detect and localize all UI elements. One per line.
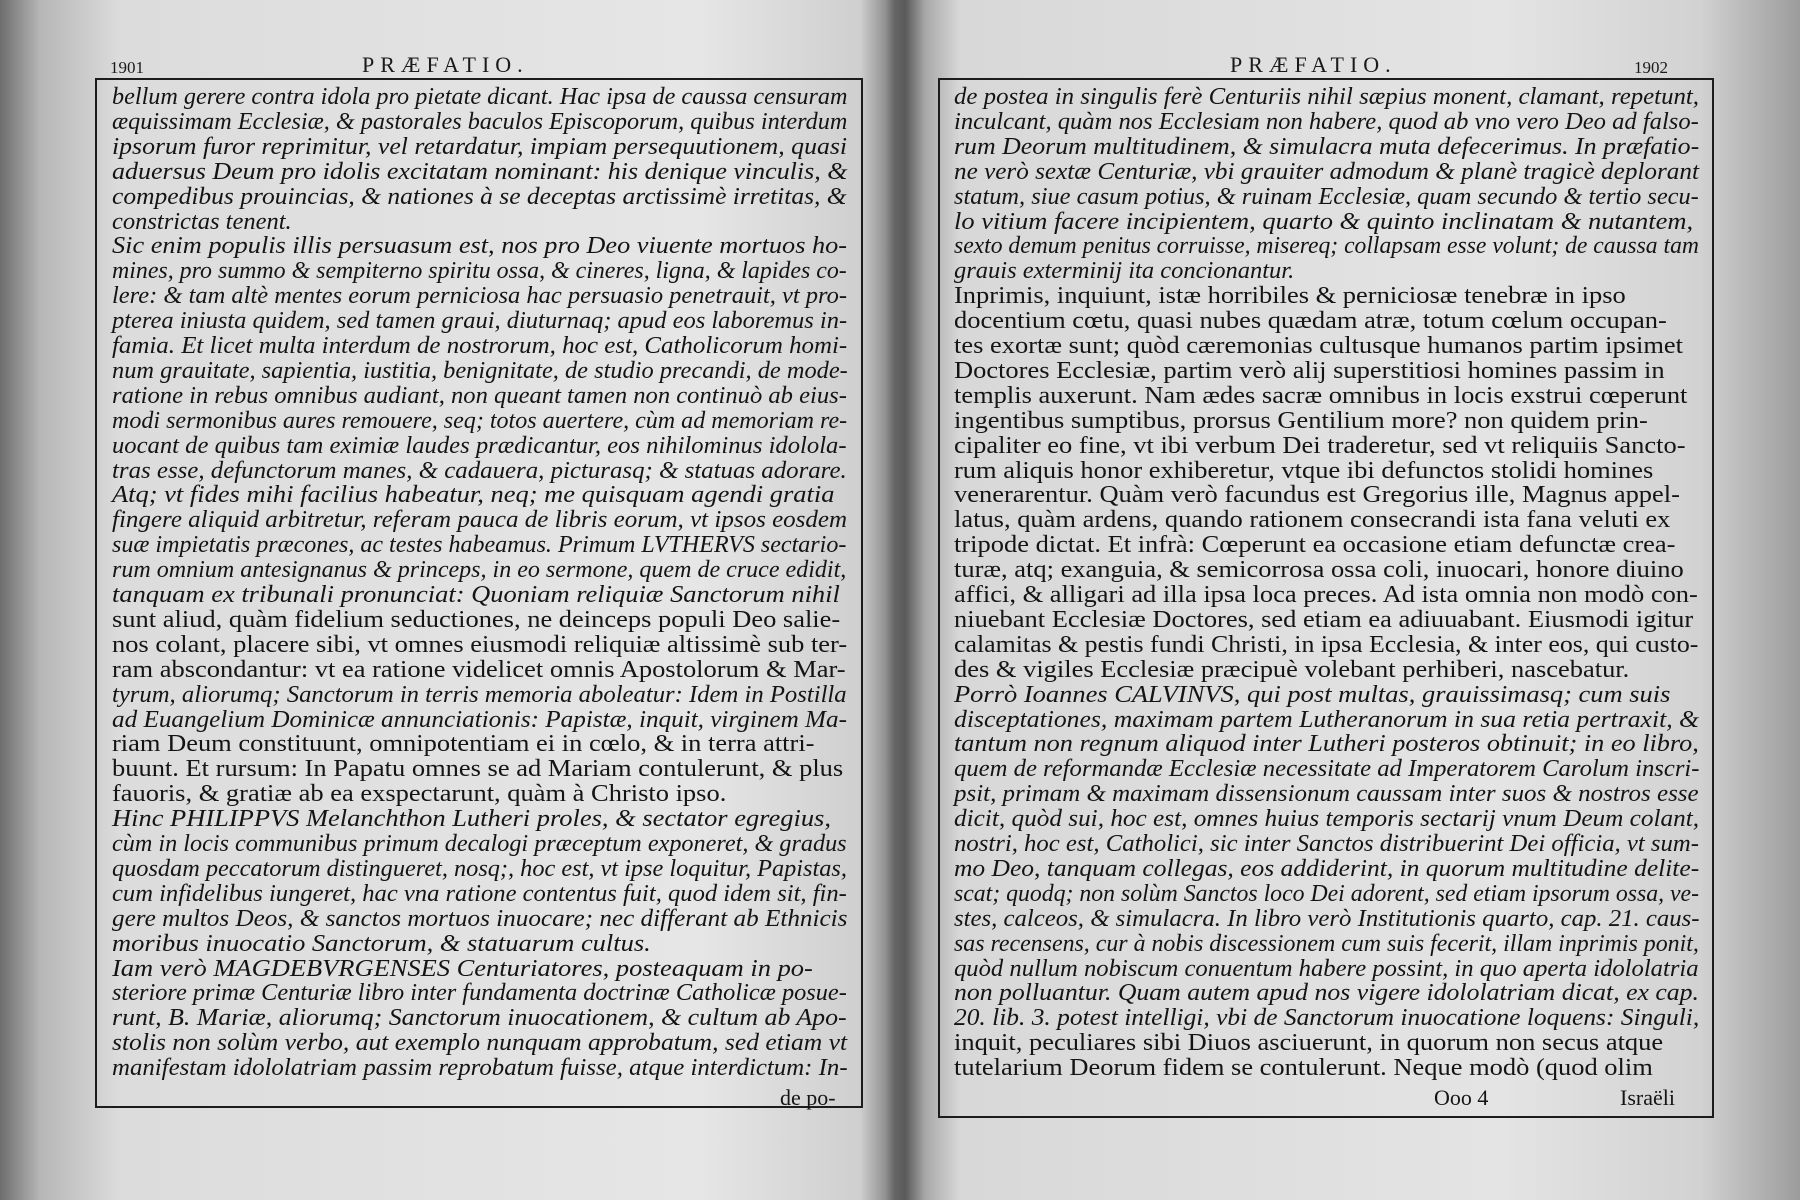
text-line: disceptationes, maximam partem Lutheranorum in sua retia pertraxit, & [954,705,1700,733]
text-line: venerarentur. Quàm verò facundus est Gregorius ille, Magnus appel- [954,481,1680,509]
text-line: ratione in rebus omnibus audiant, non queant tamen non continuò ab eius- [112,381,847,409]
text-line: scat; quodq; non solùm Sanctos loco Dei adorent, sed etiam ipsorum ossa, ve- [954,879,1699,907]
text-line: pterea iniusta quidem, sed tamen graui, diuturnaq; apud eos laboremus in- [112,307,848,335]
text-line: manifestam idololatriam passim reprobatum fuisse, atque interdictum: In- [112,1054,848,1082]
text-line: tripode dictat. Et infrà: Cœperunt ea occasione etiam defunctæ crea- [954,531,1676,559]
text-line: docentium cœtu, quasi nubes quædam atræ, totum cœlum occupan- [954,307,1667,335]
text-line: statum, siue casum potius, & ruinam Ecclesiæ, quam secundo & tertio secu- [954,182,1699,210]
text-line: runt, B. Mariæ, aliorumq; Sanctorum inuocationem, & cultum ab Apo- [112,1004,847,1032]
text-line: bellum gerere contra idola pro pietate dicant. Hac ipsa de caussa censuram [112,83,848,110]
text-line: templis auxerunt. Nam ædes sacræ omnibus in locis exstrui cœperunt [954,381,1688,409]
text-line: latus, quàm ardens, quando rationem consecrandi ista fana veluti ex [954,506,1671,534]
text-line: non polluantur. Quam autem apud nos vigere idololatriam dicat, ex cap. [954,979,1699,1007]
text-line: Porrò Ioannes CALVINVS, qui post multas, grauissimasq; cum suis [954,680,1671,708]
text-line: quem de reformandæ Ecclesiæ necessitate ad Imperatorem Carolum inscri- [954,755,1700,783]
text-line: ad Euangelium Dominicæ annunciationis: Papistæ, inquit, virginem Ma- [112,705,847,733]
text-line: rum omnium antesignanus & princeps, in eo sermone, quem de cruce edidit, [112,556,847,584]
text-line: riam Deum constituunt, omnipotentiam ei in cœlo, & in terra attri- [112,730,815,758]
right-page-number: 1902 [1634,58,1668,77]
text-line: buunt. Et rursum: In Papatu omnes se ad Mariam contulerunt, & plus [112,755,844,783]
text-line: turæ, atq; exanguia, & semicorrosa ossa coli, inuocari, honore diuino [954,556,1684,584]
text-line: psit, primam & maximam dissensionum caussam inter suos & nostros esse [954,780,1699,808]
text-line: gere multos Deos, & sanctos mortuos inuocare; nec differant ab Ethnicis [112,904,848,932]
text-line: moribus inuocatio Sanctorum, & statuarum cultus. [112,929,651,957]
text-line: tutelarium Deorum fidem se contulerunt. Neque modò (quod olim [954,1054,1653,1082]
text-line: grauis exterminij ita concionantur. [954,257,1295,285]
text-line: ne verò sextæ Centuriæ, vbi grauiter admodum & planè tragicè deplorant [954,157,1699,185]
text-line: tantum non regnum aliquod inter Lutheri posteros obtinuit; in eo libro, [954,730,1699,758]
right-page [900,0,1800,1200]
text-line: mo Deo, tanquam collegas, eos addiderint, in quorum multitudine delite- [954,854,1700,882]
text-line: niuebant Ecclesiæ Doctores, sed etiam ea adiuuabant. Eiusmodi igitur [954,605,1694,633]
left-running-head: PRÆFATIO. [362,52,529,77]
text-line: fingere aliquid arbitretur, referam pauca de libris eorum, vt ipsos eosdem [112,506,848,534]
text-line: Sic enim populis illis persuasum est, nos pro Deo viuente mortuos ho- [112,232,848,260]
text-line: uocant de quibus tam eximiæ laudes prædicantur, eos nihilominus idolola- [112,431,847,459]
text-line: compedibus prouincias, & nationes à se deceptas arctissimè irretitas, & [112,182,847,210]
right-signature-mark: Ooo 4 [1434,1085,1489,1110]
left-catchword: de po- [780,1085,836,1110]
text-line: ingentibus sumptibus, prorsus Gentilium more? non quidem prin- [954,406,1648,434]
text-line: suæ impietatis præcones, ac testes habeamus. Primum LVTHERVS sectario- [112,531,847,559]
text-line: aduersus Deum pro idolis excitatam nominant: his denique vinculis, & [112,157,848,185]
text-line: Inprimis, inquiunt, istæ horribiles & perniciosæ tenebræ in ipso [954,282,1626,310]
text-line: rum aliquis honor exhiberetur, vtque ibi defunctos stolidi homines [954,456,1654,484]
text-line: des & vigiles Ecclesiæ præcipuè volebant perhiberi, nascebatur. [954,655,1630,683]
text-line: Atq; vt fides mihi facilius habeatur, neq; me quisquam agendi gratia [112,481,835,509]
text-line: tyrum, aliorumq; Sanctorum in terris memoria aboleatur: Idem in Postilla [112,680,847,708]
text-line: stolis non solùm verbo, aut exemplo nunquam approbatum, sed etiam vt [112,1029,848,1057]
text-line: rum Deorum multitudinem, & simulacra muta defecerimus. In præfatio- [954,132,1700,160]
text-line: nostri, hoc est, Catholici, sic inter Sanctos distribuerint Dei officia, vt sum- [954,830,1700,857]
text-line: tes exortæ sunt; quòd cæremonias cultusque humanos partim ipsimet [954,332,1684,359]
text-line: nos colant, placere sibi, vt omnes eiusmodi reliquiæ altissimè sub ter- [112,630,848,658]
right-catchword: Israëli [1620,1085,1675,1110]
text-line: sunt aliud, quàm fidelium seductiones, ne deinceps populi Deo salie- [112,605,841,633]
right-running-head: PRÆFATIO. [1230,52,1397,77]
left-page-number: 1901 [110,58,144,77]
text-line: tras esse, defunctorum manes, & cadauera, picturasq; & statuas adorare. [112,456,847,484]
text-line: constrictas tenent. [112,207,292,235]
text-line: calamitas & pestis fundi Christi, in ipsa Ecclesia, & inter eos, qui custo- [954,630,1699,658]
text-line: sexto demum penitus corruisse, misereq; collapsam esse volunt; de caussa tam [954,232,1699,260]
text-line: inquit, peculiares sibi Diuos asciuerunt, in quorum non secus atque [954,1029,1664,1057]
text-line: steriore primæ Centuriæ libro inter fundamenta doctrinæ Catholicæ posue- [112,979,847,1007]
text-line: inculcant, quàm nos Ecclesiam non habere, quod ab vno vero Deo ad falso- [954,107,1699,135]
text-line: num grauitate, sapientia, iustitia, benignitate, de studio precandi, de mode- [112,356,848,384]
text-line: æquissimam Ecclesiæ, & pastorales baculos Episcoporum, quibus interdum [112,107,848,135]
text-line: cùm in locis communibus primum decalogi præceptum exponeret, & gradus [112,830,847,857]
text-line: Hinc PHILIPPVS Melanchthon Lutheri proles, & sectator egregius, [112,805,831,833]
text-line: Doctores Ecclesiæ, partim verò alij superstitiosi homines passim in [954,356,1665,384]
text-line: cum infidelibus iungeret, hac vna ratione contentus fuit, quod idem sit, fin- [112,879,847,907]
text-line: lo vitium facere incipientem, quarto & quinto inclinatam & nutantem, [954,207,1694,235]
text-line: ram abscondantur: vt ea ratione videlicet omnis Apostolorum & Mar- [112,655,846,683]
text-line: quosdam peccatorum distingueret, nosq;, hoc est, vt ipse loquitur, Papistas, [112,854,847,882]
text-line: ipsorum furor reprimitur, vel retardatur, impiam persequutionem, quasi [112,132,848,160]
text-line: tanquam ex tribunali pronunciat: Quoniam reliquiæ Sanctorum nihil [112,581,840,608]
text-line: de postea in singulis ferè Centuriis nihil sæpius monent, clamant, repetunt, [954,83,1700,110]
text-line: affici, & alligari ad illa ipsa loca preces. Ad ista omnia non modò con- [954,581,1698,608]
text-line: modi sermonibus aures remouere, seq; totos auertere, cùm ad memoriam re- [112,406,848,434]
text-line: Iam verò MAGDEBVRGENSES Centuriatores, posteaquam in po- [112,954,813,982]
text-line: cipaliter eo fine, vt ibi verbum Dei traderetur, sed vt reliquiis Sancto- [954,431,1686,459]
text-line: mines, pro summo & sempiterno spiritu ossa, & cineres, ligna, & lapides co- [112,257,847,285]
text-line: 20. lib. 3. potest intelligi, vbi de Sanctorum inuocatione loquens: Singuli, [954,1004,1700,1032]
text-line: sas recensens, cur à nobis discessionem cum suis fecerit, illam inprimis ponit, [954,929,1699,957]
text-line: fauoris, & gratiæ ab ea exspectarunt, quàm à Christo ipso. [112,780,727,808]
text-line: stes, calceos, & simulacra. In libro verò Institutionis quarto, cap. 21. caus- [954,904,1700,932]
text-line: dicit, quòd sui, hoc est, omnes huius temporis sectarij vnum Deum colant, [954,805,1700,833]
text-line: famia. Et licet multa interdum de nostrorum, hoc est, Catholicorum homi- [112,332,848,359]
text-line: lere: & tam altè mentes eorum perniciosa hac persuasio penetrauit, vt pro- [112,282,848,310]
text-line: quòd nullum nobiscum conuentum habere possint, in quo aperta idololatria [954,954,1699,982]
